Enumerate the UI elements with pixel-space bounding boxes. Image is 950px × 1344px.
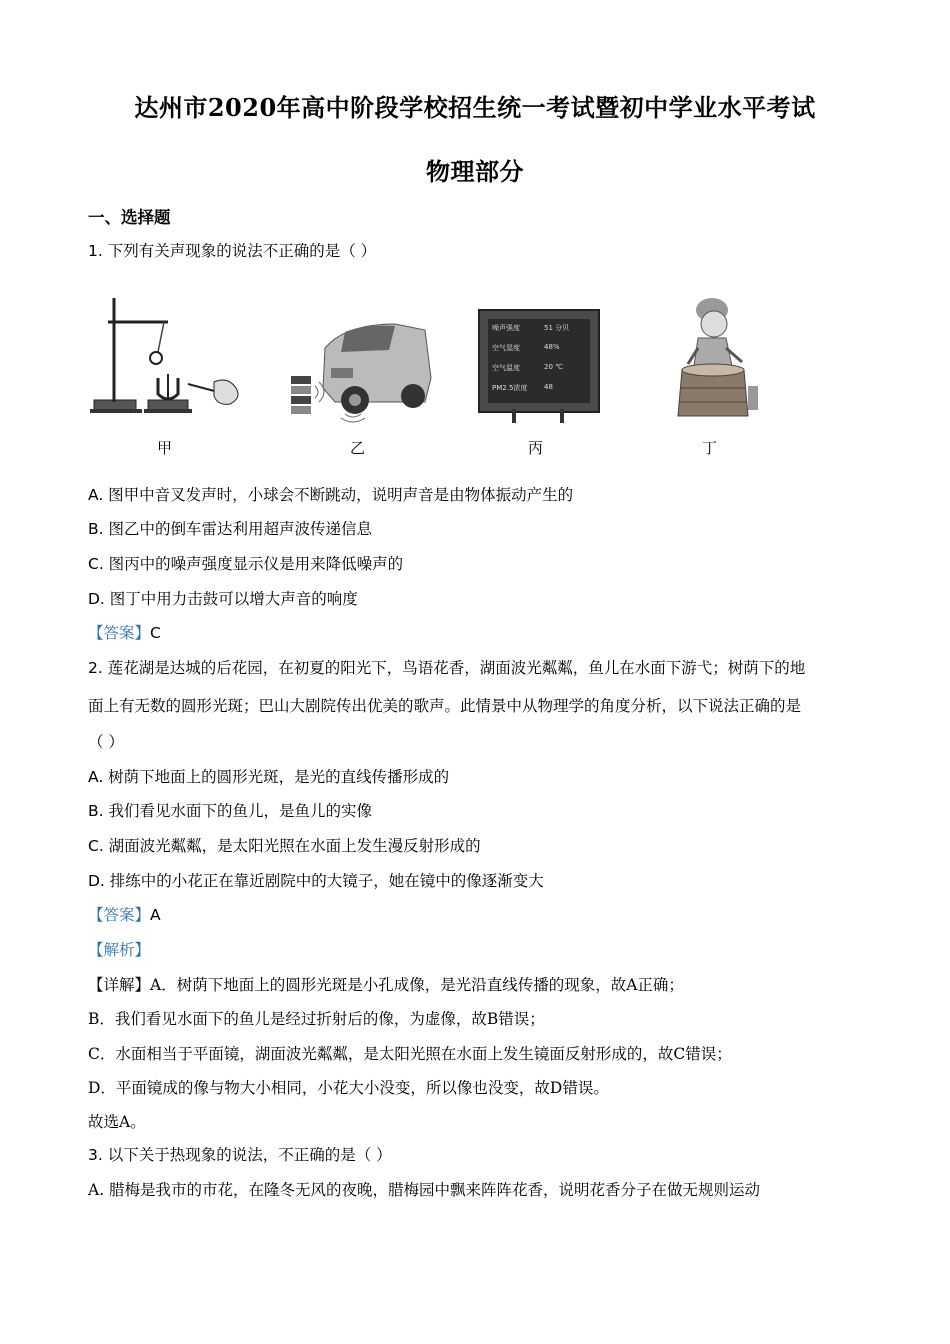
figure-label-yi: 乙	[350, 439, 366, 457]
q2-answer-tag: 【答案】	[88, 906, 151, 924]
q2-detail-3: C．水面相当于平面镜，湖面波光粼粼，是太阳光照在水面上发生镜面反射形成的，故C错误；	[88, 1045, 732, 1063]
q1-stem: 1. 下列有关声现象的说法不正确的是（ ）	[88, 242, 377, 260]
q2-detail-1: 【详解】A．树荫下地面上的圆形光斑是小孔成像，是光沿直线传播的现象，故A正确；	[88, 976, 684, 994]
display-label-2: 空气湿度	[492, 344, 520, 352]
q2-stem-line-2: 面上有无数的圆形光斑；巴山大剧院传出优美的歌声。此情景中从物理学的角度分析，以下说法正确的是	[88, 697, 802, 715]
figure-label-bing: 丙	[528, 439, 544, 457]
q2-detail-5: 故选A。	[88, 1113, 146, 1131]
display-post-right	[560, 409, 564, 423]
q2-stem-line-3: （ ）	[88, 733, 124, 751]
q1-option-d: D. 图丁中用力击鼓可以增大声音的响度	[88, 590, 358, 608]
q1-answer-line	[88, 622, 868, 644]
display-value-2: 48%	[544, 343, 560, 351]
display-value-4: 48	[544, 383, 553, 391]
q2-answer-line	[88, 904, 868, 926]
display-value-1: 51 分贝	[544, 324, 570, 332]
figure-label-jia: 甲	[157, 439, 173, 457]
q1-option-b: B. 图乙中的倒车雷达利用超声波传递信息	[88, 520, 372, 538]
figure-drummer	[668, 292, 760, 424]
q2-option-b: B. 我们看见水面下的鱼儿，是鱼儿的实像	[88, 802, 372, 820]
section-heading: 一、选择题	[88, 208, 171, 227]
display-post-left	[512, 409, 516, 423]
figure-tuning-fork	[88, 292, 248, 422]
figure-noise-display	[478, 309, 600, 413]
figure-car-radar	[285, 318, 435, 423]
q3-option-a: A. 腊梅是我市的市花，在隆冬无风的夜晚，腊梅园中飘来阵阵花香，说明花香分子在做无规则运动	[88, 1181, 761, 1199]
q1-answer: C	[150, 624, 161, 642]
display-value-3: 20 ℃	[544, 363, 563, 371]
q3-stem: 3. 以下关于热现象的说法，不正确的是（ ）	[88, 1146, 392, 1164]
figure-label-ding: 丁	[702, 439, 718, 457]
q2-option-a: A. 树荫下地面上的圆形光斑，是光的直线传播形成的	[88, 768, 450, 786]
q1-option-c: C. 图丙中的噪声强度显示仪是用来降低噪声的	[88, 555, 404, 573]
q2-analysis-tag: 【解析】	[88, 941, 151, 959]
q2-detail-2: B．我们看见水面下的鱼儿是经过折射后的像，为虚像，故B错误；	[88, 1010, 545, 1028]
q1-answer-tag: 【答案】	[88, 624, 151, 642]
q2-answer: A	[150, 906, 161, 924]
exam-subtitle: 物理部分	[426, 157, 524, 186]
q2-stem-line-1: 2. 莲花湖是达城的后花园，在初夏的阳光下，鸟语花香，湖面波光粼粼，鱼儿在水面下游弋；树荫下的地	[88, 659, 806, 677]
display-label-3: 空气温度	[492, 364, 520, 372]
q2-option-c: C. 湖面波光粼粼，是太阳光照在水面上发生漫反射形成的	[88, 837, 481, 855]
display-label-4: PM2.5浓度	[492, 384, 528, 392]
q2-detail-4: D．平面镜成的像与物大小相同，小花大小没变，所以像也没变，故D错误。	[88, 1079, 609, 1097]
q2-option-d: D. 排练中的小花正在靠近剧院中的大镜子，她在镜中的像逐渐变大	[88, 872, 544, 890]
display-label-1: 噪声强度	[492, 324, 520, 332]
exam-title: 达州市2020年高中阶段学校招生统一考试暨初中学业水平考试	[134, 93, 816, 122]
q1-option-a: A. 图甲中音叉发声时，小球会不断跳动，说明声音是由物体振动产生的	[88, 486, 574, 504]
